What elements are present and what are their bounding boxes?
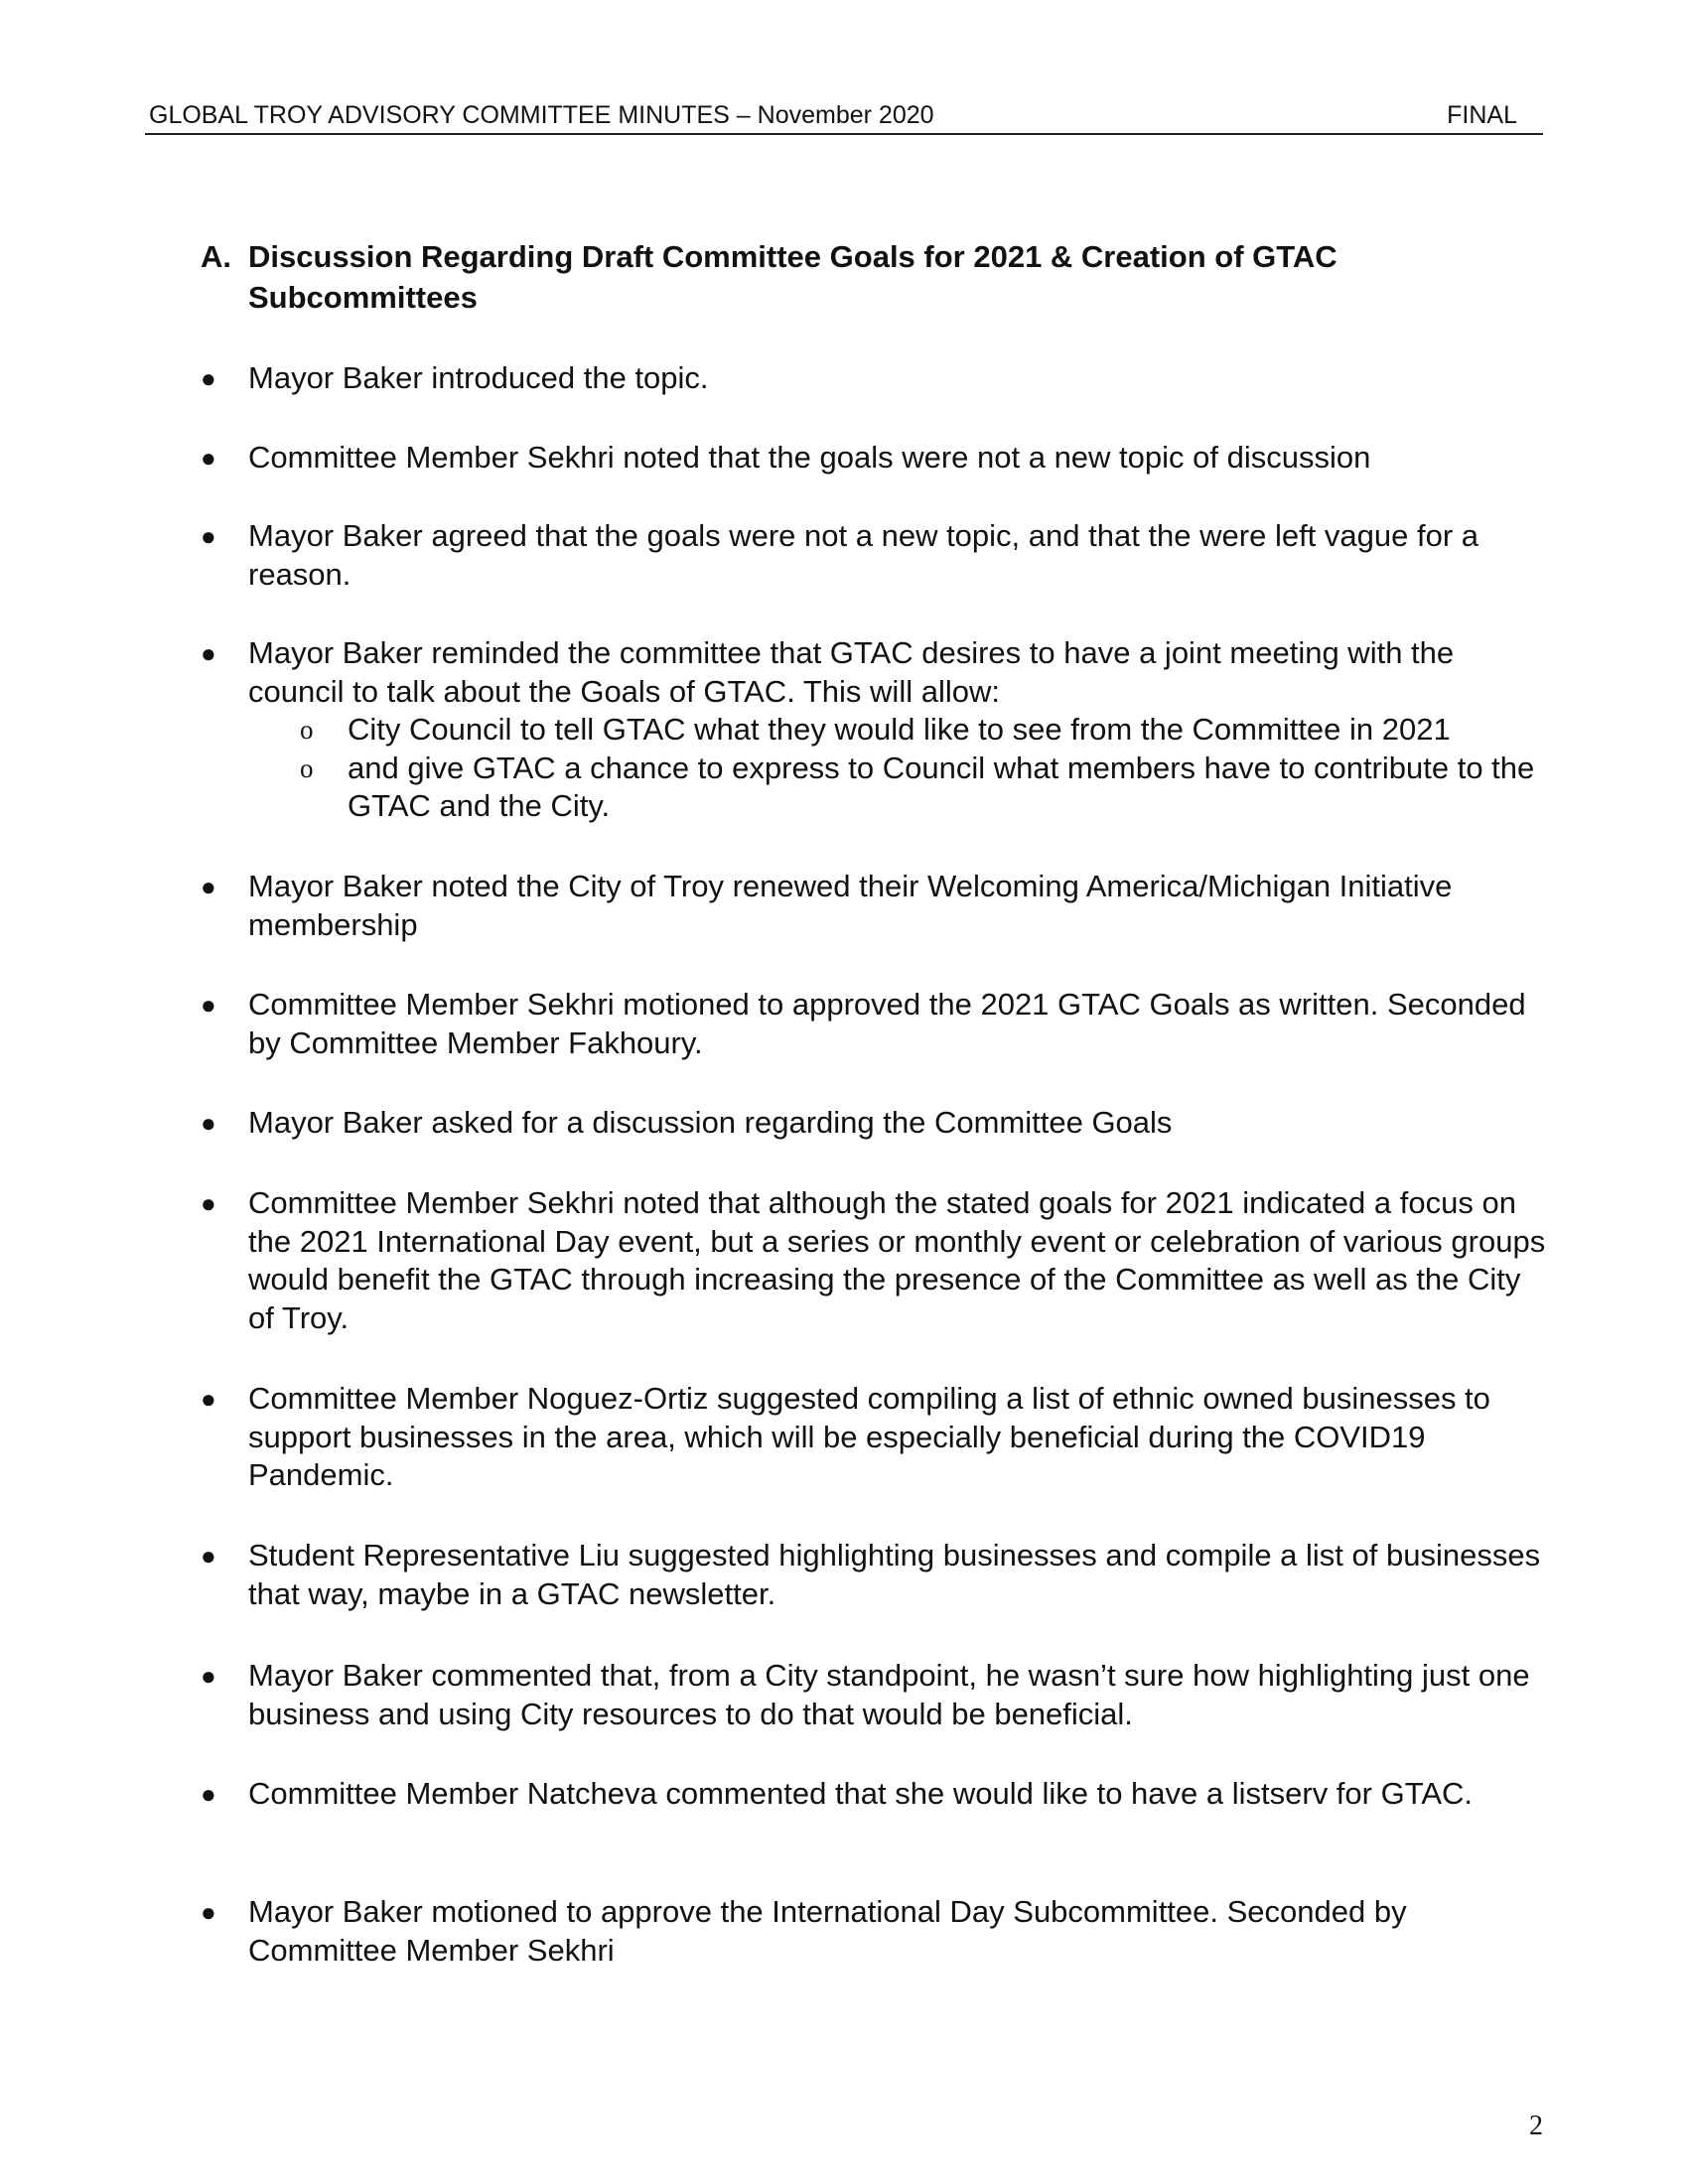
sub-list-item [300, 750, 1599, 826]
list-item [201, 517, 1551, 594]
section-heading-text: Discussion Regarding Draft Committee Goals for 2021 & Creation of GTAC Subcommittees [248, 239, 1337, 315]
bullet-icon: ● [201, 1541, 216, 1570]
circle-bullet-icon: o [300, 715, 314, 745]
page-number: 2 [1529, 2111, 1543, 2141]
list-item-text: Committee Member Sekhri noted that the goals were not a new topic of discussion [248, 440, 1371, 475]
header-title: GLOBAL TROY ADVISORY COMMITTEE MINUTES – November 2020 [149, 101, 934, 129]
list-item [201, 1893, 1551, 1970]
list-item-text: Student Representative Liu suggested highlighting businesses and compile a list of businesses that way, maybe in a GTAC newsletter. [248, 1538, 1541, 1611]
bullet-icon: ● [201, 363, 216, 393]
list-item-text: Committee Member Sekhri motioned to approved the 2021 GTAC Goals as written. Seconded by Committee Member Fakhoury. [248, 987, 1526, 1060]
list-item-text: Mayor Baker introduced the topic. [248, 360, 709, 395]
list-item-text: Mayor Baker motioned to approve the International Day Subcommittee. Seconded by Committee Member Sekhri [248, 1894, 1407, 1968]
circle-bullet-icon: o [300, 752, 314, 783]
section-heading [201, 236, 1491, 318]
list-item-text: Mayor Baker reminded the committee that GTAC desires to have a joint meeting with the council to talk about the Goals of GTAC. This will allow: [248, 635, 1455, 709]
section-letter: A. [201, 239, 231, 274]
list-item [201, 439, 1551, 478]
bullet-icon: ● [201, 1108, 216, 1138]
list-item [201, 1775, 1551, 1814]
bullet-icon: ● [201, 1897, 216, 1927]
list-item-text: Committee Member Sekhri noted that although the stated goals for 2021 indicated a focus on the 2021 International Day event, but a series or monthly event or celebration of various groups would benefit the GTAC through increasing the presence of the Committee as well as the City of Troy. [248, 1185, 1546, 1335]
bullet-icon: ● [201, 1779, 216, 1809]
list-item [201, 868, 1551, 944]
list-item-text: Mayor Baker agreed that the goals were not a new topic, and that the were left vague for a reason. [248, 518, 1479, 592]
list-item-text: Committee Member Natcheva commented that she would like to have a listserv for GTAC. [248, 1776, 1474, 1811]
list-item [201, 986, 1551, 1062]
list-item [201, 1380, 1551, 1495]
bullet-icon: ● [201, 1188, 216, 1218]
sub-list-item [300, 711, 1599, 750]
sub-list [300, 711, 1599, 826]
bullet-icon: ● [201, 872, 216, 901]
bullet-icon: ● [201, 990, 216, 1020]
sub-list-item-text: City Council to tell GTAC what they would like to see from the Committee in 2021 [348, 712, 1451, 747]
bullet-icon: ● [201, 521, 216, 551]
list-item-text: Mayor Baker asked for a discussion regarding the Committee Goals [248, 1105, 1173, 1140]
list-item-text: Mayor Baker noted the City of Troy renewed their Welcoming America/Michigan Initiative membership [248, 869, 1453, 942]
sub-list-item-text: and give GTAC a chance to express to Council what members have to contribute to the GTAC and the City. [348, 750, 1535, 823]
list-item [201, 1104, 1551, 1143]
bullet-icon: ● [201, 443, 216, 473]
list-item [201, 359, 1551, 398]
page-header [145, 97, 1543, 135]
list-item-text: Committee Member Noguez-Ortiz suggested compiling a list of ethnic owned businesses to support businesses in the area, which will be especially beneficial during the COVID19 Pandemic. [248, 1381, 1490, 1492]
bullet-icon: ● [201, 1384, 216, 1414]
bullet-icon: ● [201, 638, 216, 668]
header-status: FINAL [1447, 101, 1517, 129]
list-item [201, 1537, 1551, 1613]
bullet-icon: ● [201, 1661, 216, 1691]
list-item-text: Mayor Baker commented that, from a City standpoint, he wasn’t sure how highlighting just one business and using City resources to do that would be beneficial. [248, 1658, 1530, 1731]
list-item [201, 1184, 1551, 1337]
list-item [201, 634, 1551, 826]
list-item [201, 1657, 1551, 1733]
